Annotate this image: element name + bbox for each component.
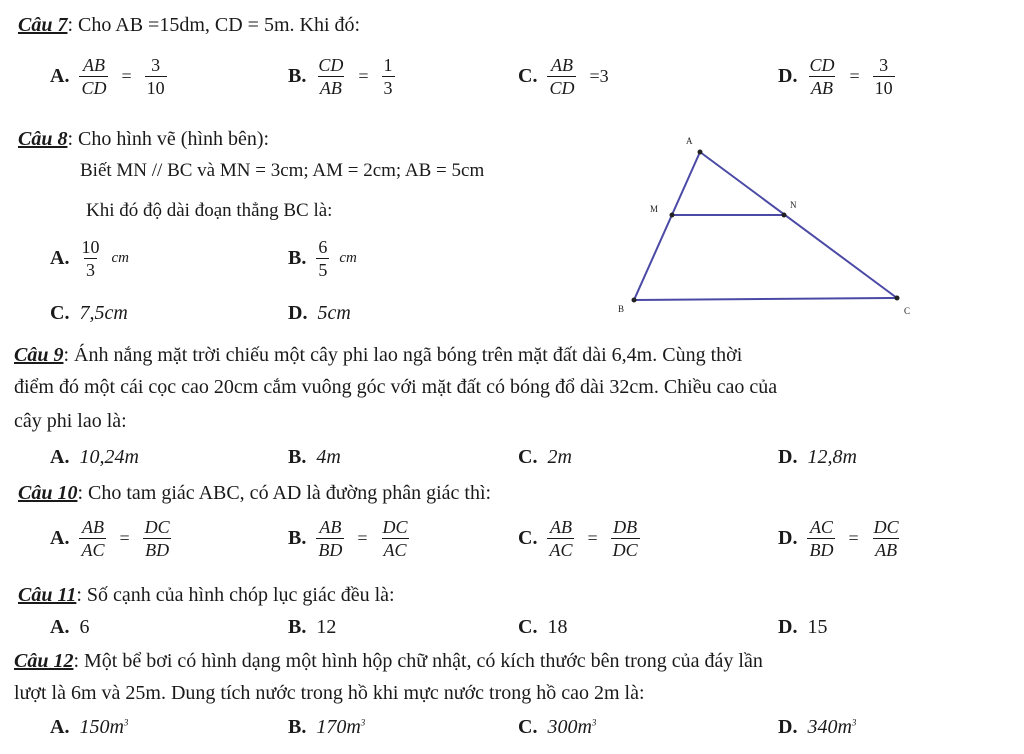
q9-option-a-text: 10,24m bbox=[79, 446, 139, 468]
q7-option-b-label: B. bbox=[288, 65, 307, 87]
point-m bbox=[670, 213, 675, 218]
segment-ac bbox=[700, 152, 897, 298]
q10-option-c[interactable] bbox=[518, 518, 640, 559]
q8-option-c-label: C. bbox=[50, 302, 70, 324]
q12-option-a-label: A. bbox=[50, 716, 70, 738]
q10-c-fraction-left: $\frac{AB}{AC}$ bbox=[549, 517, 573, 560]
q9-option-b-text: 4m bbox=[316, 446, 341, 468]
q10-a-fraction-left: $\frac{AB}{AC}$ bbox=[81, 517, 105, 560]
q7-c-fraction: $\frac{AB}{CD}$ bbox=[549, 55, 575, 98]
q10-option-b-label: B. bbox=[288, 527, 307, 549]
q8-option-d[interactable] bbox=[288, 302, 351, 325]
q12-option-b-value: $170m^3$ bbox=[316, 716, 366, 738]
q10-b-equals: = bbox=[357, 528, 368, 548]
q7-option-d-label: D. bbox=[778, 65, 798, 87]
q10-option-d-label: D. bbox=[778, 527, 798, 549]
question-11-heading bbox=[18, 584, 395, 607]
segment-bc bbox=[634, 298, 897, 300]
q7-option-a-label: A. bbox=[50, 65, 70, 87]
question-8-title: Câu 8 bbox=[18, 128, 68, 150]
q12-option-a[interactable] bbox=[50, 716, 128, 739]
q10-option-a-label: A. bbox=[50, 527, 70, 549]
q10-c-fraction-right: $\frac{DB}{DC}$ bbox=[612, 517, 638, 560]
question-9-text-1: : Ánh nắng mặt trời chiếu một cây phi lao ngã bóng trên mặt đất dài 6,4m. Cùng thời bbox=[63, 344, 743, 366]
q7-option-c-label: C. bbox=[518, 65, 538, 87]
q12-option-b-label: B. bbox=[288, 716, 307, 738]
q9-option-b-label: B. bbox=[288, 446, 307, 468]
q8-option-a[interactable] bbox=[50, 238, 129, 279]
q8-a-unit: cm bbox=[111, 250, 129, 266]
q10-b-fraction-right: $\frac{DC}{AC}$ bbox=[382, 517, 408, 560]
question-9-title: Câu 9 bbox=[14, 344, 64, 366]
q10-a-fraction-right: $\frac{DC}{BD}$ bbox=[144, 517, 170, 560]
q10-option-c-label: C. bbox=[518, 527, 538, 549]
q7-d-fraction-right: $\frac{3}{10}$ bbox=[874, 55, 893, 98]
point-n bbox=[782, 213, 787, 218]
q9-option-d-label: D. bbox=[778, 446, 798, 468]
q7-d-fraction-left: $\frac{CD}{AB}$ bbox=[809, 55, 835, 98]
question-10-title: Câu 10 bbox=[18, 482, 78, 504]
question-7-heading bbox=[18, 14, 360, 37]
q9-option-a-label: A. bbox=[50, 446, 70, 468]
q7-b-fraction-left: $\frac{CD}{AB}$ bbox=[318, 55, 344, 98]
q7-option-d[interactable] bbox=[778, 56, 895, 97]
point-c bbox=[895, 296, 900, 301]
question-12-text-1: : Một bể bơi có hình dạng một hình hộp chữ nhật, có kích thước bên trong của đáy lần bbox=[73, 650, 763, 672]
segment-ab bbox=[634, 152, 700, 300]
q8-option-c[interactable] bbox=[50, 302, 128, 325]
q7-a-fraction-right: $\frac{3}{10}$ bbox=[146, 55, 165, 98]
q12-option-d-label: D. bbox=[778, 716, 798, 738]
q7-option-c[interactable] bbox=[518, 56, 612, 97]
question-7-stem: : Cho AB =15dm, CD = 5m. Khi đó: bbox=[67, 14, 361, 36]
q8-option-d-label: D. bbox=[288, 302, 308, 324]
q11-option-d[interactable] bbox=[778, 616, 827, 639]
question-7-title: Câu 7 bbox=[18, 14, 68, 36]
q8-option-c-text: 7,5cm bbox=[79, 302, 128, 324]
q9-option-d[interactable] bbox=[778, 446, 857, 469]
q7-d-equals: = bbox=[849, 66, 860, 86]
q9-option-b[interactable] bbox=[288, 446, 341, 469]
question-10-heading bbox=[18, 482, 491, 505]
q8-option-b[interactable] bbox=[288, 238, 357, 279]
question-8-heading bbox=[18, 128, 269, 151]
q10-d-fraction-left: $\frac{AC}{BD}$ bbox=[809, 517, 834, 560]
q12-option-c[interactable] bbox=[518, 716, 596, 739]
q7-b-fraction-right: $\frac{1}{3}$ bbox=[383, 55, 393, 98]
q8-b-fraction: $\frac{6}{5}$ bbox=[318, 237, 328, 280]
q7-option-a[interactable] bbox=[50, 56, 167, 97]
q9-option-c[interactable] bbox=[518, 446, 572, 469]
point-a bbox=[698, 150, 703, 155]
q7-b-equals: = bbox=[358, 66, 369, 86]
q9-option-a[interactable] bbox=[50, 446, 139, 469]
q10-d-fraction-right: $\frac{DC}{AB}$ bbox=[873, 517, 899, 560]
q11-option-c-text: 18 bbox=[547, 616, 568, 638]
q7-a-fraction-left: $\frac{AB}{CD}$ bbox=[81, 55, 107, 98]
q11-option-a[interactable] bbox=[50, 616, 89, 639]
q9-option-c-label: C. bbox=[518, 446, 538, 468]
q10-option-a[interactable] bbox=[50, 518, 172, 559]
q12-option-d-value: $340m^3$ bbox=[807, 716, 857, 738]
question-12-title: Câu 12 bbox=[14, 650, 74, 672]
q12-option-c-value: $300m^3$ bbox=[547, 716, 597, 738]
q9-option-c-text: 2m bbox=[547, 446, 572, 468]
question-12-line-2: lượt là 6m và 25m. Dung tích nước trong hồ khi mực nước trong hồ cao 2m là: bbox=[14, 682, 645, 704]
q12-option-c-label: C. bbox=[518, 716, 538, 738]
question-9-line-1 bbox=[14, 344, 742, 367]
label-n: N bbox=[790, 200, 797, 210]
q12-option-b[interactable] bbox=[288, 716, 365, 739]
q11-option-d-text: 15 bbox=[807, 616, 828, 638]
q11-option-b-text: 12 bbox=[316, 616, 337, 638]
label-a: A bbox=[686, 136, 693, 146]
q11-option-d-label: D. bbox=[778, 616, 798, 638]
label-m: M bbox=[650, 204, 659, 214]
q10-option-b[interactable] bbox=[288, 518, 410, 559]
q7-c-tail: =3 bbox=[589, 66, 609, 86]
q9-option-d-text: 12,8m bbox=[807, 446, 857, 468]
q12-option-d[interactable] bbox=[778, 716, 856, 739]
q8-b-unit: cm bbox=[339, 250, 357, 266]
question-12-line-1 bbox=[14, 650, 763, 673]
question-8-ask: Khi đó độ dài đoạn thẳng BC là: bbox=[86, 200, 333, 221]
question-10-stem: : Cho tam giác ABC, có AD là đường phân giác thì: bbox=[77, 482, 492, 504]
q10-b-fraction-left: $\frac{AB}{BD}$ bbox=[318, 517, 343, 560]
q7-option-b[interactable] bbox=[288, 56, 395, 97]
q11-option-b-label: B. bbox=[288, 616, 307, 638]
q11-option-b[interactable] bbox=[288, 616, 336, 639]
question-8-stem: : Cho hình vẽ (hình bên): bbox=[67, 128, 270, 150]
question-11-title: Câu 11 bbox=[18, 584, 77, 606]
question-11-stem: : Số cạnh của hình chóp lục giác đều là: bbox=[76, 584, 395, 606]
triangle-figure bbox=[600, 128, 930, 328]
point-b bbox=[632, 298, 637, 303]
q8-option-b-label: B. bbox=[288, 247, 307, 269]
q10-a-equals: = bbox=[119, 528, 130, 548]
label-c: C bbox=[904, 306, 911, 316]
q11-option-c[interactable] bbox=[518, 616, 567, 639]
q11-option-a-label: A. bbox=[50, 616, 70, 638]
label-b: B bbox=[618, 304, 625, 314]
q12-option-a-value: $150m^3$ bbox=[79, 716, 129, 738]
q11-option-a-text: 6 bbox=[79, 616, 90, 638]
q11-option-c-label: C. bbox=[518, 616, 538, 638]
q7-a-equals: = bbox=[121, 66, 132, 86]
q10-option-d[interactable] bbox=[778, 518, 901, 559]
q8-a-fraction: $\frac{10}{3}$ bbox=[81, 237, 100, 280]
question-8-given: Biết MN // BC và MN = 3cm; AM = 2cm; AB = 5cm bbox=[80, 160, 485, 181]
question-9-line-3: cây phi lao là: bbox=[14, 410, 127, 432]
question-9-line-2: điểm đó một cái cọc cao 20cm cắm vuông góc với mặt đất có bóng đổ dài 32cm. Chiều cao của bbox=[14, 376, 778, 398]
q8-option-a-label: A. bbox=[50, 247, 70, 269]
q8-option-d-text: 5cm bbox=[317, 302, 351, 324]
q10-d-equals: = bbox=[848, 528, 859, 548]
q10-c-equals: = bbox=[587, 528, 598, 548]
